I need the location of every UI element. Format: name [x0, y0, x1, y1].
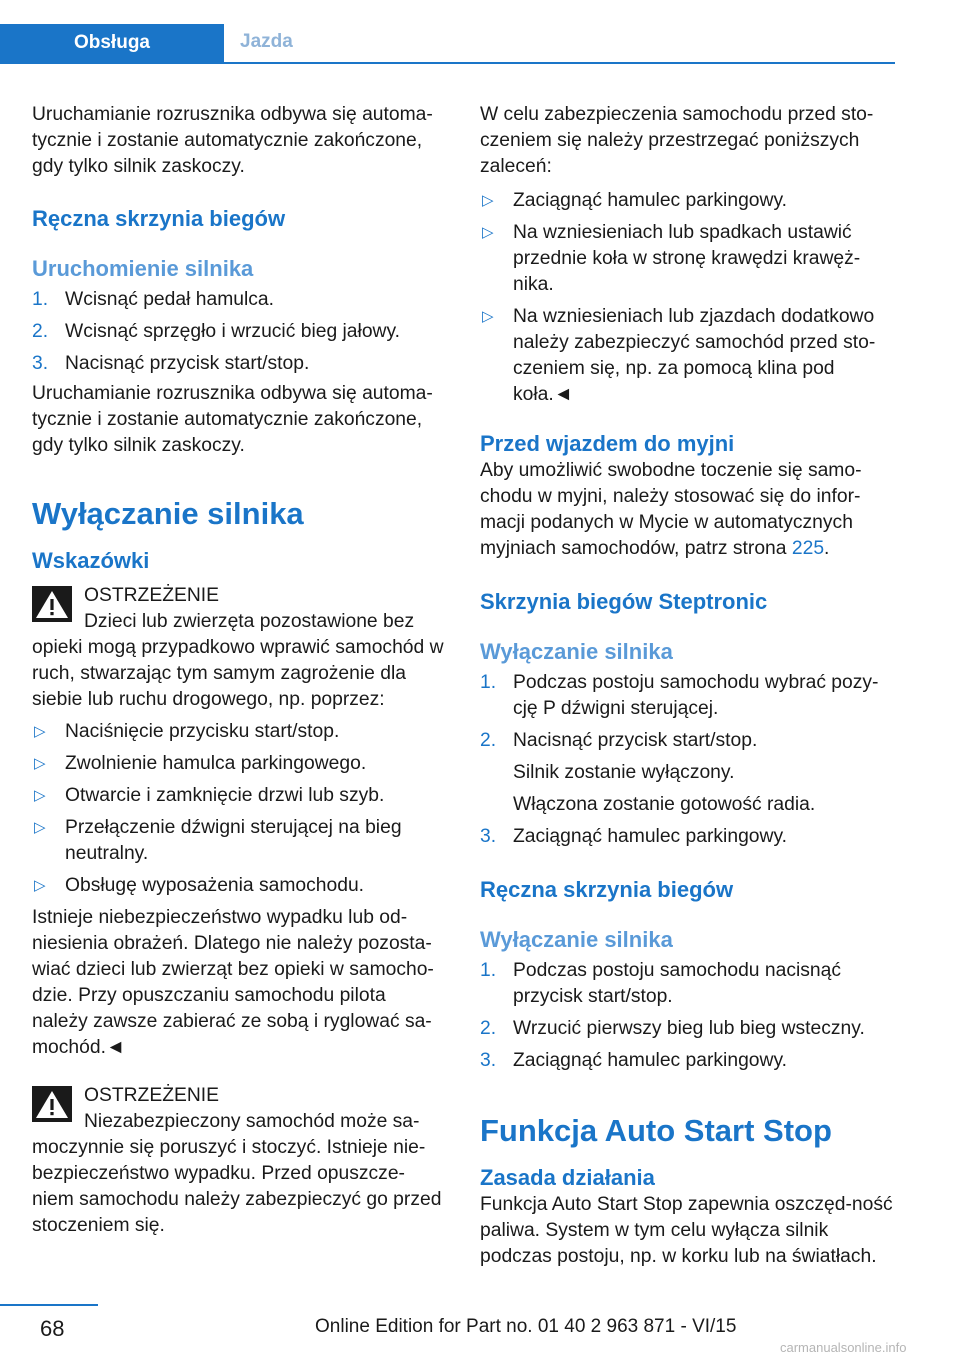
manual-steps-list — [480, 958, 894, 1074]
paragraph-principle: Funkcja Auto Start Stop zapewnia oszczęd‐ność paliwa. System w tym celu wyłącza silnik podczas postoju, np. w korku lub na światłach. — [480, 1194, 893, 1267]
page-link[interactable]: 225 — [791, 538, 825, 559]
list-item: ▷ Zaciągnąć hamulec parkingowy. — [480, 188, 894, 214]
list-item: 3. Zaciągnąć hamulec parkingowy. — [480, 1050, 788, 1071]
bullet-triangle-icon: ▷ — [34, 723, 46, 740]
heading-principle: Zasada działania — [480, 1165, 655, 1190]
list-item: 1. Podczas postoju samochodu nacisnąć przycisk start/stop. — [480, 960, 841, 1007]
warning-title: OSTRZEŻENIE — [84, 585, 219, 606]
heading-manual-gearbox: Ręczna skrzynia biegów — [32, 206, 286, 231]
warning-text: opieki mogą przypadkowo wprawić samochód w ruch, stwarzając tym samym zagrożenie dla siebie lub ruchu drogowego, np. poprzez: — [32, 637, 444, 710]
heading-engine-off: Wyłączanie silnika — [32, 496, 304, 531]
steptronic-steps-list — [480, 670, 894, 850]
list-item: 3. Zaciągnąć hamulec parkingowy. — [480, 826, 788, 847]
list-item: ▷ Na wzniesieniach lub zjazdach dodatkowo należy zabezpieczyć samochód przed sto‐czeniem się, np. za pomocą klina pod koła.◄ — [482, 306, 876, 405]
warning-conclusion: Istnieje niebezpieczeństwo wypadku lub od‐niesienia obrażeń. Dlatego nie należy pozosta‐wiać dzieci lub zwierząt bez opieki w samocho‐dzie. Przy opuszczaniu samochodu pilota należy zawsze zabierać ze sobą i ryglować sa‐mochód.◄ — [32, 907, 434, 1058]
warning-title: OSTRZEŻENIE — [84, 1085, 219, 1106]
list-item: ▷ Na wzniesieniach lub spadkach ustawić przednie koła w stronę krawędzi krawęż‐nika. — [482, 222, 861, 295]
page-number: 68 — [40, 1316, 65, 1341]
step-note: Silnik zostanie wyłączony. — [513, 762, 735, 783]
start-steps-list — [32, 287, 446, 377]
bullet-triangle-icon: ▷ — [34, 819, 46, 836]
heading-engine-off-steptronic: Wyłączanie silnika — [480, 639, 673, 664]
bullet-triangle-icon: ▷ — [482, 192, 494, 209]
list-item: 2. Wrzucić pierwszy bieg lub bieg wsteczny. — [480, 1018, 865, 1039]
paragraph-after-start: Uruchamianie rozrusznika odbywa się automa‐tycznie i zostanie automatycznie zakończone, gdy tylko silnik zaskoczy. — [32, 383, 433, 456]
heading-tips: Wskazówki — [32, 548, 150, 573]
watermark: carmanualsonline.info — [780, 1340, 907, 1355]
tab-obsluga[interactable]: Obsługa — [0, 24, 224, 62]
bullet-triangle-icon: ▷ — [34, 755, 46, 772]
list-item: ▷ Zwolnienie hamulca parkingowego. — [32, 751, 446, 777]
tab-jazda[interactable]: Jazda — [240, 31, 293, 52]
list-item: ▷ Obsługę wyposażenia samochodu. — [32, 873, 446, 899]
left-column — [32, 102, 446, 1239]
heading-car-wash: Przed wjazdem do myjni — [480, 431, 735, 456]
warning-children — [32, 583, 446, 713]
heading-steptronic: Skrzynia biegów Steptronic — [480, 589, 768, 614]
list-item: 2. Nacisnąć przycisk start/stop. — [480, 730, 758, 751]
paragraph-intro: Uruchamianie rozrusznika odbywa się automa‐tycznie i zostanie automatycznie zakończone, gdy tylko silnik zaskoczy. — [32, 104, 433, 177]
list-item: ▷ Naciśnięcie przycisku start/stop. — [32, 719, 446, 745]
list-item: 1. Wcisnąć pedał hamulca. — [32, 289, 274, 310]
paragraph-car-wash: Aby umożliwić swobodne toczenie się samo‐chodu w myjni, należy stosować się do infor‐macji podanych w Mycie w automatycznych myjniach samochodów, patrz strona 225. — [480, 460, 862, 559]
warning-rolling — [32, 1083, 446, 1239]
right-column — [480, 102, 894, 1270]
edition-text: Online Edition for Part no. 01 40 2 963 871 - VI/15 — [315, 1316, 737, 1337]
heading-manual-gearbox-2: Ręczna skrzynia biegów — [480, 877, 734, 902]
bullet-triangle-icon: ▷ — [34, 787, 46, 804]
heading-engine-start: Uruchomienie silnika — [32, 256, 254, 281]
warning-icon — [32, 1086, 72, 1122]
warning-text: moczynnie się poruszyć i stoczyć. Istnieje nie‐bezpieczeństwo wypadku. Przed opuszcze‐niem samochodu należy zabezpieczyć go przed stoczeniem się. — [32, 1137, 442, 1236]
heading-engine-off-manual: Wyłączanie silnika — [480, 927, 673, 952]
step-note: Włączona zostanie gotowość radia. — [513, 794, 816, 815]
bullet-triangle-icon: ▷ — [482, 224, 494, 241]
list-item: ▷ Przełączenie dźwigni sterującej na bieg neutralny. — [34, 817, 402, 864]
warning-items-list — [32, 719, 446, 899]
list-item: 1. Podczas postoju samochodu wybrać pozy‐cję P dźwigni sterującej. — [480, 672, 879, 719]
bullet-triangle-icon: ▷ — [34, 877, 46, 894]
heading-auto-start-stop: Funkcja Auto Start Stop — [480, 1113, 832, 1148]
warning-icon — [32, 586, 72, 622]
list-item: ▷ Otwarcie i zamknięcie drzwi lub szyb. — [32, 783, 446, 809]
list-item: 3. Nacisnąć przycisk start/stop. — [32, 353, 310, 374]
warning-first-line: Niezabezpieczony samochód może sa‐ — [84, 1111, 420, 1132]
paragraph-secure: W celu zabezpieczenia samochodu przed sto‐czeniem się należy przestrzegać poniższych zaleceń: — [480, 104, 874, 177]
warning-first-line: Dzieci lub zwierzęta pozostawione bez — [84, 611, 415, 632]
list-item: 2. Wcisnąć sprzęgło i wrzucić bieg jałowy. — [32, 321, 401, 342]
footer-divider — [0, 1304, 98, 1306]
header-tabbar — [0, 0, 895, 64]
secure-items-list — [480, 188, 894, 408]
bullet-triangle-icon: ▷ — [482, 308, 494, 325]
